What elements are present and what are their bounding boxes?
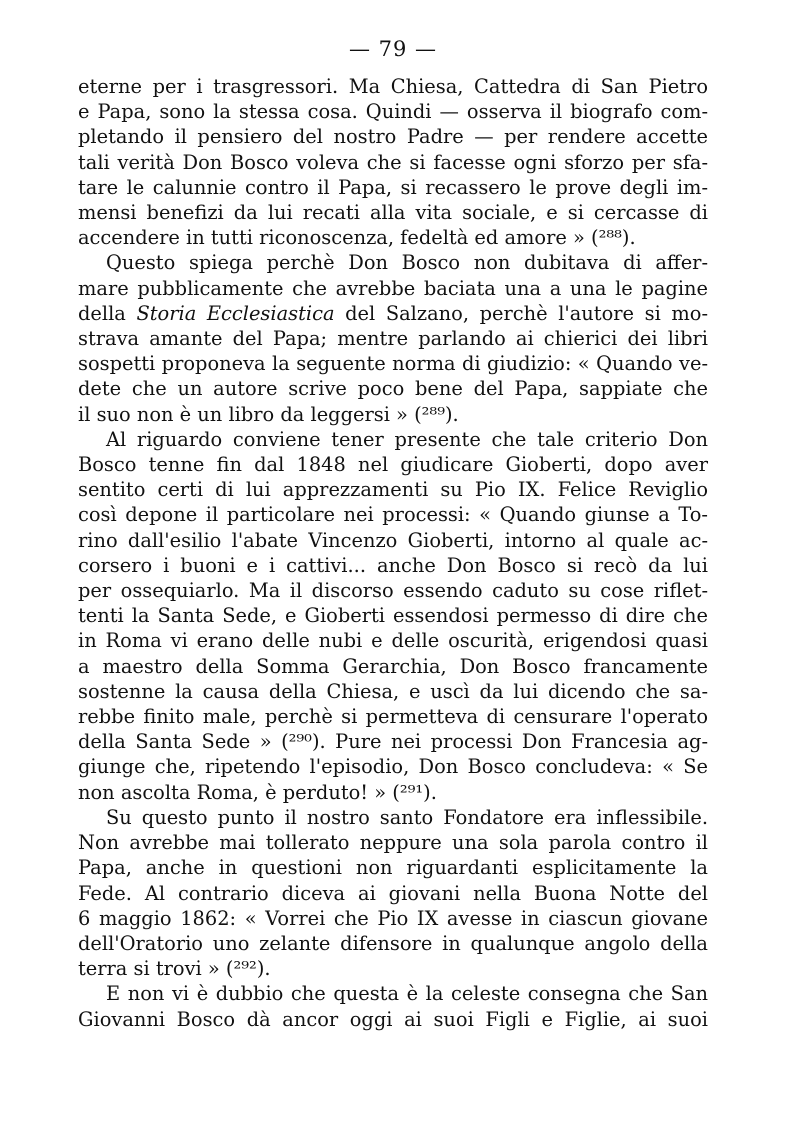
text-line: eterne per i trasgressori. Ma Chiesa, Cattedra di San Pietro <box>78 75 708 98</box>
text-line: dete che un autore scrive poco bene del Papa, sappiate che <box>78 377 708 401</box>
text-line: Bosco tenne fin dal 1848 nel giudicare Gioberti, dopo aver <box>78 453 708 477</box>
text-line: non ascolta Roma, è perduto! » (²⁹¹). <box>78 780 437 804</box>
text-line: Su questo punto il nostro santo Fondatore era inflessibile. <box>106 805 708 829</box>
paragraph-3 <box>78 427 708 805</box>
text-line: tali verità Don Bosco voleva che si facesse ogni sforzo per sfa- <box>78 150 708 174</box>
text-line: il suo non è un libro da leggersi » (²⁸⁹). <box>78 402 459 426</box>
text-line: tenti la Santa Sede, e Gioberti essendosi permesso di dire che <box>78 604 708 628</box>
text-line: rino dall'esilio l'abate Vincenzo Gioberti, intorno al quale ac- <box>78 528 708 552</box>
text-line: rebbe finito male, perchè si permetteva di censurare l'operato <box>78 705 708 729</box>
text-line: giunge che, ripetendo l'episodio, Don Bosco concludeva: « Se <box>78 755 708 779</box>
text-line: strava amante del Papa; mentre parlando ai chierici dei libri <box>78 327 708 351</box>
text-line: della Santa Sede » (²⁹⁰). Pure nei processi Don Francesia ag- <box>78 730 708 754</box>
book-page <box>78 34 708 1032</box>
text-line: e Papa, sono la stessa cosa. Quindi — osserva il biografo com- <box>78 100 708 124</box>
paragraph-5 <box>78 981 708 1031</box>
page-number: — 79 — <box>348 37 438 61</box>
text-line: così depone il particolare nei processi: « Quando giunse a To- <box>78 503 708 527</box>
book-title: Storia Ecclesiastica <box>136 301 335 325</box>
text-line: mensi benefizi da lui recati alla vita sociale, e si cercasse di <box>78 201 708 225</box>
paragraph-1 <box>78 74 708 250</box>
text-line: dell'Oratorio uno zelante difensore in qualunque angolo della <box>78 931 708 955</box>
text-line: sentito certi di lui apprezzamenti su Pio IX. Felice Reviglio <box>78 478 708 502</box>
text-line: per ossequiarlo. Ma il discorso essendo caduto su cose riflet- <box>78 579 708 603</box>
text-line: Papa, anche in questioni non riguardanti esplicitamente la <box>78 856 708 880</box>
text-line: pletando il pensiero del nostro Padre — per rendere accette <box>78 125 708 149</box>
text-line: della Storia Ecclesiastica del Salzano, perchè l'autore si mo- <box>78 301 709 325</box>
text-line: in Roma vi erano delle nubi e delle oscurità, erigendosi quasi <box>78 629 708 653</box>
text-line: mare pubblicamente che avrebbe baciata una a una le pagine <box>78 276 708 300</box>
text-line: Giovanni Bosco dà ancor oggi ai suoi Figli e Figlie, ai suoi <box>78 1007 708 1031</box>
text-line: Al riguardo conviene tener presente che tale criterio Don <box>106 427 708 451</box>
paragraph-2 <box>78 250 708 426</box>
paragraph-4 <box>78 805 708 981</box>
text-line: accendere in tutti riconoscenza, fedeltà ed amore » (²⁸⁸). <box>78 226 636 250</box>
text-line: tare le calunnie contro il Papa, si recassero le prove degli im- <box>78 175 708 199</box>
text-line: Questo spiega perchè Don Bosco non dubitava di affer- <box>106 251 708 275</box>
text-line: sostenne la causa della Chiesa, e uscì da lui dicendo che sa- <box>78 679 708 703</box>
text-line: a maestro della Somma Gerarchia, Don Bosco francamente <box>78 654 708 678</box>
text-line: Fede. Al contrario diceva ai giovani nella Buona Notte del <box>78 881 708 905</box>
text-line: 6 maggio 1862: « Vorrei che Pio IX avesse in ciascun giovane <box>78 906 708 930</box>
text-line: E non vi è dubbio che questa è la celeste consegna che San <box>106 982 708 1006</box>
text-line: Non avrebbe mai tollerato neppure una sola parola contro il <box>78 831 708 855</box>
text-line: sospetti proponeva la seguente norma di giudizio: « Quando ve- <box>78 352 708 376</box>
text-line: terra si trovi » (²⁹²). <box>78 957 271 981</box>
text-line: corsero i buoni e i cattivi... anche Don Bosco si recò da lui <box>78 553 708 577</box>
body-text <box>78 74 708 1032</box>
